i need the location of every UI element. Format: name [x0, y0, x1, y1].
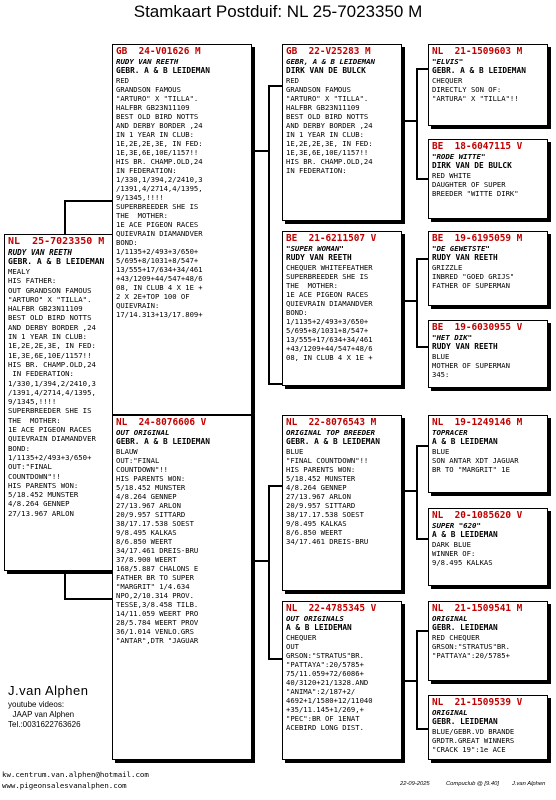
- ring-number: GB 22-V25283 M: [286, 46, 371, 57]
- pigeon-info: BLUE "FINAL COUNTDOWN"!! HIS PARENTS WON: 5/18.452 MUNSTER 4/8.264 GENNEP 27/13.967 ARLON 20/9.957 SITTARD 38/17.17.538 SOEST 9/8.495 KALKAS 8/6.850 WEERT 34/17.461 DREIS-BRU: [286, 447, 369, 546]
- pigeon-name: "DE GEWETSTE": [432, 244, 490, 253]
- mother-father-father-pigeon-card[interactable]: [428, 415, 548, 493]
- pigeon-name: GEBR, A & B LEIDEMAN: [286, 57, 375, 66]
- father-father-father-pigeon-card[interactable]: [428, 44, 548, 126]
- page-title: Stamkaart Postduif: NL 25-7023350 M: [133, 2, 423, 21]
- owner-name: RUDY VAN REETH: [432, 253, 498, 262]
- breeder-name: J.van Alphen: [8, 683, 89, 698]
- father-pigeon-card[interactable]: [112, 44, 252, 415]
- pigeon-name: "ELVIS": [432, 57, 464, 66]
- owner-name: RUDY VAN REETH: [286, 253, 352, 262]
- connector-line: [416, 346, 428, 348]
- owner-name: DIRK VAN DE BULCK: [286, 66, 366, 75]
- owner-name: GEBR. LEIDEMAN: [432, 623, 498, 632]
- print-date: 22-09-2025: [400, 781, 430, 787]
- connector-line: [416, 68, 428, 70]
- ring-number: BE 21-6211507 V: [286, 233, 377, 244]
- father-mother-mother-pigeon-card[interactable]: [428, 320, 548, 388]
- pigeon-name: ORIGINAL: [432, 614, 468, 623]
- pigeon-name: RUDY VAN REETH: [116, 57, 179, 66]
- connector-line: [268, 383, 282, 385]
- owner-name: RUDY VAN REETH: [432, 342, 498, 351]
- owner-name: DIRK VAN DE BULCK: [432, 161, 512, 170]
- ring-number: NL 22-8076543 M: [286, 417, 377, 428]
- connector-line: [64, 598, 112, 600]
- father-mother-pigeon-card[interactable]: [282, 231, 402, 386]
- connector-line: [268, 658, 282, 660]
- pigeon-info: RED GRANDSON FAMOUS "ARTURO" X "TILLA". HALFBR GB23N11109 BEST OLD BIRD NOTTS AND DERBY BORDER ,24 IN 1 YEAR IN CLUB: 1E,2E,2E,3E, IN FED: 1E,3E,6E,10E/1157!! HIS BR. CHAMP.OLD,24 IN FEDERATION: 1/330,1/394,2/2410,3 /1391,4/2714,4/1395, 9/1345,!!!! SUPERBREEDER SHE IS THE MOTHER: 1E ACE PIGEON RACES QUIEVRAIN DIAMANDVER BOND: 1/1135+2/493+3/650+ 5/695+8/1031+8/547+ 13/555+17/634+34/461 +43/1209+44/547+48/6 08, IN CLUB 4 X 1E + 2 X 2E+TOP 100 OF QUIEVRAIN: 17/14.313+13/17.809+: [116, 76, 203, 319]
- pigeon-name: OUT ORIGINAL: [116, 428, 170, 437]
- ring-number: NL 20-1085620 V: [432, 510, 523, 521]
- pigeon-info: CHEQUER WHITEFEATHER SUPERBREEDER SHE IS THE MOTHER: 1E ACE PIGEON RACES QUIEVRAIN DIAMANDVER BOND: 1/1135+2/493+3/650+ 5/695+8/1031+8/547+ 13/555+17/634+34/461 +43/1209+44/547+48/6 08, IN CLUB 4 X 1E +: [286, 263, 373, 362]
- pigeon-info: BLAUW OUT:"FINAL COUNTDOWN"!! HIS PARENTS WON: 5/18.452 MUNSTER 4/8.264 GENNEP 27/13.967 ARLON 20/9.957 SITTARD 38/17.17.538 SOEST 9/8.495 KALKAS 8/6.850 WEERT 34/17.461 DREIS-BRU 37/8.900 WEERT 168/5.887 CHALONS E FATHER BR TO SUPER "MARGRIT" 1/4.634 NPO,2/10.314 PROV. TESSE,3/8.458 TILB. 14/11.059 WEERT PRO 28/5.784 WEERT PROV 36/1.014 VENLO.GRS "ANTAR",DTR "JAGUAR: [116, 447, 199, 645]
- connector-line: [402, 120, 418, 122]
- connector-line: [416, 68, 418, 180]
- pigeon-name: SUPER "620": [432, 521, 481, 530]
- owner-name: GEBR. A & B LEIDEMAN: [8, 257, 105, 266]
- ring-number: NL 25-7023350 M: [8, 236, 105, 247]
- pigeon-info: CHEQUER OUT GRSON:"STRATUS"BR. "PATTAYA":20/5785+ 75/11.059+72/6086+ 40/3120+21/1328.AND "ANIMA":2/187+2/ 4692+1/1580+12/11040 +35/11.145+1/269,+ "PEC":BR OF 1ENAT ACEBIRD LONG DIST.: [286, 633, 373, 732]
- breeder-phone: Tel.:0031622763626: [8, 720, 81, 729]
- mother-mother-father-pigeon-card[interactable]: [428, 601, 548, 681]
- connector-line: [416, 630, 428, 632]
- connector-line: [64, 570, 66, 600]
- pigeon-info: RED WHITE DAUGHTER OF SUPER BREEDER "WITTE DIRK": [432, 171, 519, 198]
- connector-line: [64, 200, 66, 235]
- owner-name: GEBR. A & B LEIDEMAN: [116, 437, 210, 446]
- owner-name: GEBR. A & B LEIDEMAN: [286, 437, 380, 446]
- father-mother-father-pigeon-card[interactable]: [428, 231, 548, 306]
- mother-father-pigeon-card[interactable]: [282, 415, 402, 591]
- youtube-label: youtube videos:: [8, 700, 65, 709]
- software-name: Compuclub @ [9.40]: [446, 781, 499, 787]
- pigeon-info: BLUE/GEBR.VD BRANDE GRDTR.GREAT WINNERS "CRACK 19":1e ACE: [432, 727, 515, 754]
- ring-number: BE 19-6195059 M: [432, 233, 523, 244]
- mother-pigeon-card[interactable]: [112, 415, 252, 760]
- connector-line: [416, 445, 428, 447]
- software-user: J.van Alphen: [512, 781, 546, 787]
- owner-name: GEBR. A & B LEIDEMAN: [432, 66, 526, 75]
- ring-number: NL 21-1509539 V: [432, 697, 523, 708]
- pigeon-name: TOPRACER: [432, 428, 468, 437]
- connector-line: [268, 85, 282, 87]
- connector-line: [402, 490, 418, 492]
- owner-name: GEBR. LEIDEMAN: [432, 717, 498, 726]
- owner-name: GEBR. A & B LEIDEMAN: [116, 66, 210, 75]
- subject-pigeon-card[interactable]: [4, 234, 124, 571]
- owner-name: A & B LEIDEMAN: [286, 623, 352, 632]
- mother-father-mother-pigeon-card[interactable]: [428, 508, 548, 586]
- father-father-pigeon-card[interactable]: [282, 44, 402, 221]
- pigeon-info: BLUE MOTHER OF SUPERMAN 345:: [432, 352, 510, 379]
- pigeon-name: ORIGINAL TOP BREEDER: [286, 428, 375, 437]
- connector-line: [268, 85, 270, 385]
- pigeon-name: RUDY VAN REETH: [8, 248, 73, 257]
- ring-number: NL 21-1509541 M: [432, 603, 523, 614]
- ring-number: BE 19-6030955 V: [432, 322, 523, 333]
- contact-email[interactable]: kw.centrum.van.alphen@hotmail.com: [2, 770, 149, 779]
- pigeon-info: RED GRANDSON FAMOUS "ARTURO" X "TILLA". HALFBR GB23N11109 BEST OLD BIRD NOTTS AND DERBY BORDER ,24 IN 1 YEAR IN CLUB: 1E,2E,2E,3E, IN FED: 1E,3E,6E,10E/1157!! HIS BR. CHAMP.OLD,24 IN FEDERATION:: [286, 76, 373, 175]
- ring-number: NL 22-4785345 V: [286, 603, 377, 614]
- connector-line: [64, 200, 112, 202]
- ring-number: NL 19-1249146 M: [432, 417, 523, 428]
- connector-line: [252, 150, 270, 152]
- owner-name: A & B LEIDEMAN: [432, 530, 498, 539]
- youtube-channel: JAAP van Alphen: [8, 710, 75, 719]
- pigeon-name: ORIGINAL: [432, 708, 468, 717]
- connector-line: [268, 485, 270, 660]
- father-father-mother-pigeon-card[interactable]: [428, 139, 548, 219]
- connector-line: [416, 538, 428, 540]
- website-link[interactable]: www.pigeonsalesvanalphen.com: [2, 781, 127, 790]
- connector-line: [252, 560, 270, 562]
- mother-mother-mother-pigeon-card[interactable]: [428, 695, 548, 760]
- ring-number: NL 21-1509603 M: [432, 46, 523, 57]
- ring-number: BE 18-6047115 V: [432, 141, 523, 152]
- ring-number: GB 24-V01626 M: [116, 46, 201, 57]
- connector-line: [416, 258, 428, 260]
- connector-line: [268, 485, 282, 487]
- pigeon-info: DARK BLUE WINNER OF: 9/8.495 KALKAS: [432, 540, 493, 567]
- connector-line: [402, 680, 418, 682]
- pigeon-name: "SUPER WOMAN": [286, 244, 344, 253]
- pigeon-info: RED CHEQUER GRSON:"STRATUS"BR. "PATTAYA":20/5785+: [432, 633, 510, 660]
- connector-line: [416, 728, 428, 730]
- owner-name: A & B LEIDEMAN: [432, 437, 498, 446]
- pigeon-info: BLUE SON ANTAR XDT JAGUAR BR TO "MARGRIT" 1E: [432, 447, 519, 474]
- pigeon-name: OUT ORIGINALS: [286, 614, 344, 623]
- connector-line: [416, 258, 418, 348]
- connector-line: [402, 300, 418, 302]
- pigeon-name: "RODE WITTE": [432, 152, 486, 161]
- connector-line: [416, 178, 428, 180]
- mother-mother-pigeon-card[interactable]: [282, 601, 402, 760]
- connector-line: [416, 445, 418, 540]
- pigeon-info: MEALY HIS FATHER: OUT GRANDSON FAMOUS "ARTURO" X "TILLA". HALFBR GB23N11109 BEST OLD BIRD NOTTS AND DERBY BORDER ,24 IN 1 YEAR IN CLUB: 1E,2E,2E,3E, IN FED: 1E,3E,6E,10E/1157!! HIS BR. CHAMP.OLD,24 IN FEDERATION: 1/330,1/394,2/2410,3 /1391,4/2714,4/1395, 9/1345,!!!! SUPERBREEDER SHE IS THE MOTHER: 1E ACE PIGEON RACES QUIEVRAIN DIAMANDVER BOND: 1/1135+2/493+3/650+ OUT:"FINAL COUNTDOWN"!! HIS PARENTS WON: 5/18.452 MUNSTER 4/8.264 GENNEP 27/13.967 ARLON: [8, 267, 96, 518]
- ring-number: NL 24-8076606 V: [116, 417, 207, 428]
- pigeon-info: GRIZZLE INBRED "GOED GRIJS" FATHER OF SUPERMAN: [432, 263, 515, 290]
- pigeon-info: CHEQUER DIRECTLY SON OF: "ARTURA" X "TILLA"!!: [432, 76, 519, 103]
- pigeon-name: "HET DIK": [432, 333, 473, 342]
